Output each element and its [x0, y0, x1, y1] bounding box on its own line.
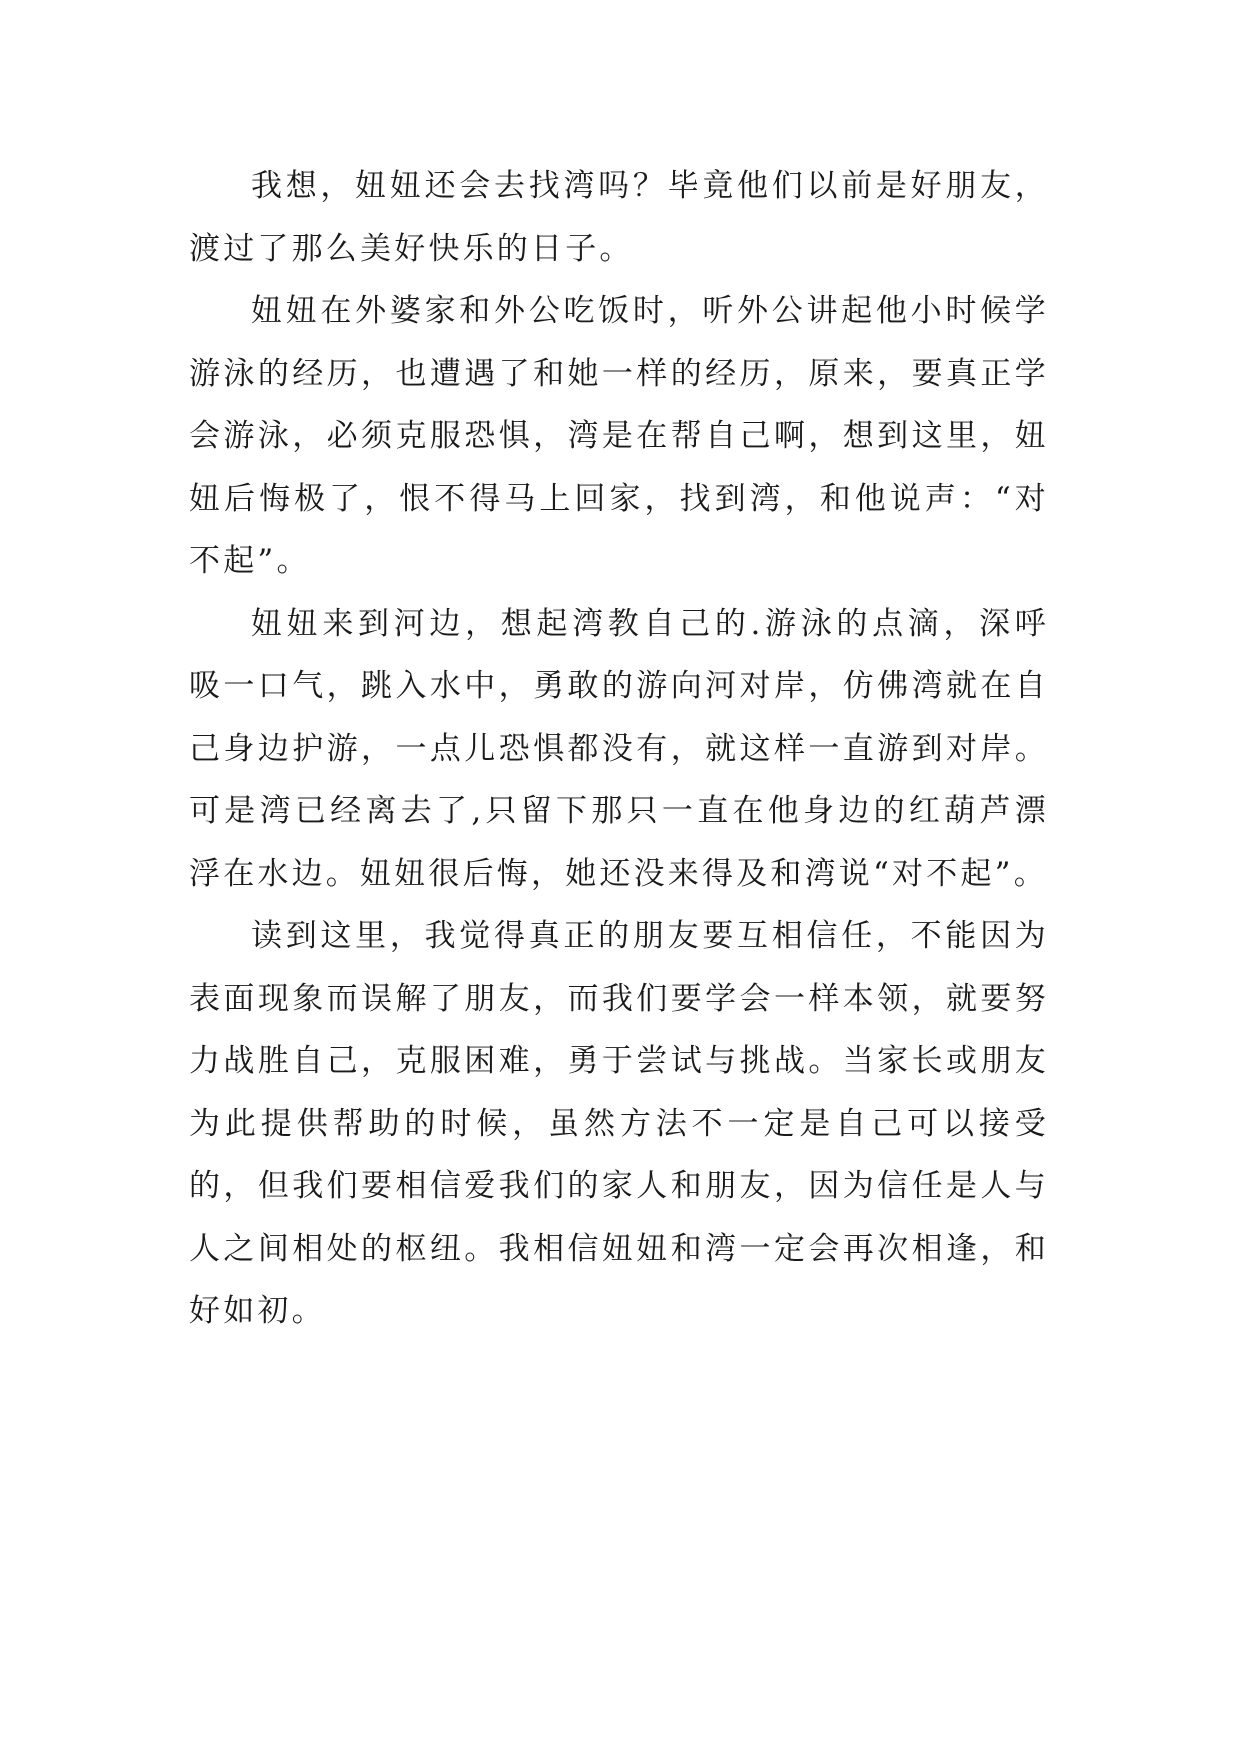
paragraph-1: 我想，妞妞还会去找湾吗？毕竟他们以前是好朋友，渡过了那么美好快乐的日子。: [189, 168, 1049, 267]
document-body: [189, 155, 1049, 1343]
paragraph-3: 妞妞来到河边，想起湾教自己的.游泳的点滴，深呼吸一口气，跳入水中，勇敢的游向河对岸，仿佛湾就在自己身边护游，一点儿恐惧都没有，就这样一直游到对岸。可是湾已经离去了,只留下那只一直在他身边的红葫芦漂浮在水边。妞妞很后悔，她还没来得及和湾说“对不起”。: [189, 605, 1049, 892]
paragraph-4: 读到这里，我觉得真正的朋友要互相信任，不能因为表面现象而误解了朋友，而我们要学会一样本领，就要努力战胜自己，克服困难，勇于尝试与挑战。当家长或朋友为此提供帮助的时候，虽然方法不一定是自己可以接受的，但我们要相信爱我们的家人和朋友，因为信任是人与人之间相处的枢纽。我相信妞妞和湾一定会再次相逢，和好如初。: [189, 918, 1049, 1329]
paragraph-2: 妞妞在外婆家和外公吃饭时，听外公讲起他小时候学游泳的经历，也遭遇了和她一样的经历，原来，要真正学会游泳，必须克服恐惧，湾是在帮自己啊，想到这里，妞妞后悔极了，恨不得马上回家，找到湾，和他说声：“对不起”。: [189, 293, 1049, 579]
